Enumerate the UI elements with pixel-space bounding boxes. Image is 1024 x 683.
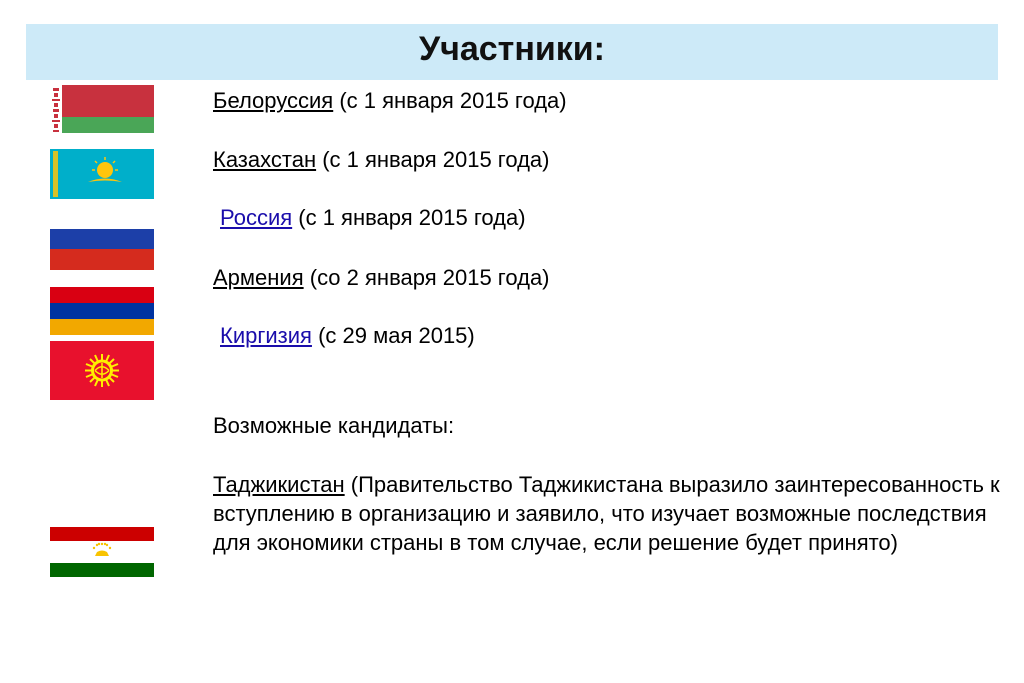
title-bar <box>26 24 998 80</box>
member-detail: (с 1 января 2015 года) <box>292 205 526 230</box>
member-line-russia <box>220 204 526 232</box>
member-detail: (со 2 января 2015 года) <box>303 265 550 290</box>
russia-flag-icon <box>50 227 154 270</box>
member-country-kazakhstan[interactable]: Казахстан <box>213 147 317 172</box>
member-line-armenia <box>213 264 550 292</box>
belarus-flag-icon <box>50 85 154 133</box>
member-detail: (с 1 января 2015 года) <box>333 88 567 113</box>
candidate-detail: (Правительство Таджикистана выразило заинтересованность к вступлению в организацию и заявило, что изучает возможные последствия для экономики страны в том случае, если решение будет принято) <box>213 472 1000 555</box>
member-line-kazakhstan <box>213 146 550 174</box>
kazakhstan-flag-icon <box>50 149 154 199</box>
member-country-armenia[interactable]: Армения <box>213 265 304 290</box>
tajikistan-flag-icon <box>50 527 154 577</box>
member-line-belarus <box>213 87 567 115</box>
kyrgyzstan-flag-icon <box>50 341 154 400</box>
armenia-flag-icon <box>50 287 154 335</box>
candidate-country-tajikistan[interactable]: Таджикистан <box>213 472 345 497</box>
member-line-kyrgyzstan <box>220 322 475 350</box>
candidates-heading: Возможные кандидаты: <box>213 413 455 438</box>
member-country-kyrgyzstan-link[interactable]: Киргизия <box>220 323 312 348</box>
member-country-russia-link[interactable]: Россия <box>220 205 293 230</box>
candidate-paragraph-tajikistan <box>213 470 1003 557</box>
page-title: Участники: <box>418 30 606 68</box>
member-detail: (с 29 мая 2015) <box>311 323 475 348</box>
member-country-belarus[interactable]: Белоруссия <box>213 88 334 113</box>
member-detail: (с 1 января 2015 года) <box>316 147 550 172</box>
